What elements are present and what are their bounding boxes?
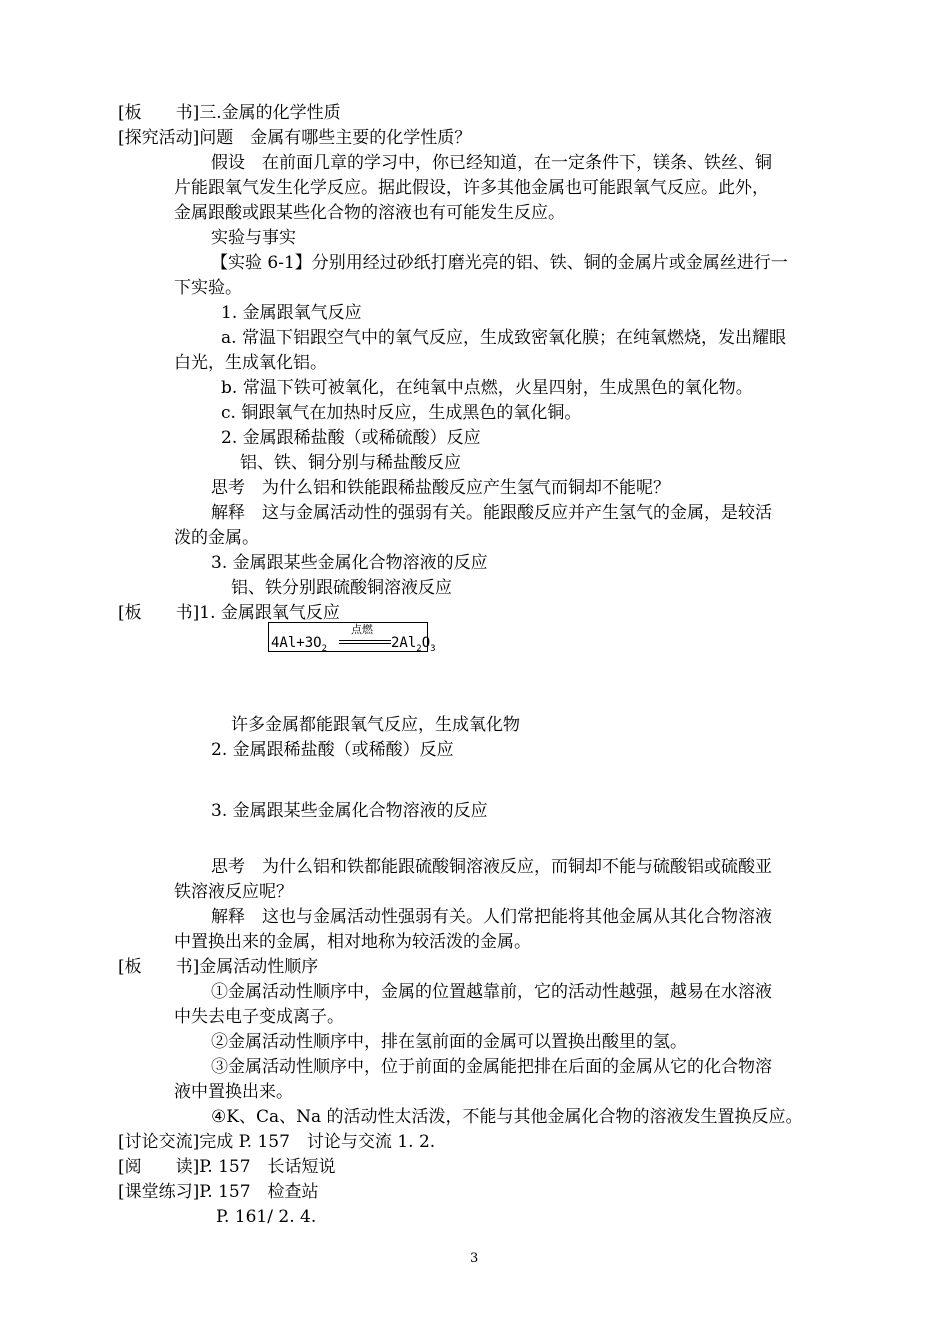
equation-reactants: $4Al+3O_2$ <box>271 635 327 654</box>
experiment-heading: 实验与事实 <box>211 228 296 248</box>
item-solution: 3. 金属跟某些金属化合物溶液的反应 <box>211 553 488 573</box>
board-acid: 2. 金属跟稀盐酸（或稀酸）反应 <box>211 740 454 760</box>
explain-line-2: 泼的金属。 <box>174 528 259 548</box>
item-b: b. 常温下铁可被氧化，在纯氧中点燃，火星四射，生成黑色的氧化物。 <box>221 378 753 398</box>
item-c: c. 铜跟氧气在加热时反应，生成黑色的氧化铜。 <box>221 403 582 423</box>
think-line-1: 思考 为什么铝和铁能跟稀盐酸反应产生氢气而铜却不能呢？ <box>211 478 670 498</box>
explain-line-4: 中置换出来的金属，相对地称为较活泼的金属。 <box>174 932 531 952</box>
equation-bar <box>339 643 391 644</box>
practice: [课堂练习]P. 157 检查站 <box>118 1182 319 1202</box>
explore-question: [探究活动]问题 金属有哪些主要的化学性质？ <box>118 128 472 148</box>
think-line-2: 思考 为什么铝和铁都能跟硫酸铜溶液反应，而铜却不能与硫酸铝或硫酸亚 <box>211 857 772 877</box>
reading: [阅 读]P. 157 长话短说 <box>118 1157 336 1177</box>
item-a-line-1: a. 常温下铝跟空气中的氧气反应，生成致密氧化膜；在纯氧燃烧，发出耀眼 <box>221 328 786 348</box>
item-acid: 2. 金属跟稀盐酸（或稀硫酸）反应 <box>221 428 481 448</box>
explain-line-1: 解释 这与金属活动性的强弱有关。能跟酸反应并产生氢气的金属，是较活 <box>211 503 772 523</box>
equation-products: $2Al_2O_3$ <box>391 635 436 654</box>
item-oxygen: 1. 金属跟氧气反应 <box>221 303 362 323</box>
discussion: [讨论交流]完成 P. 157 讨论与交流 1. 2. <box>118 1132 436 1152</box>
explain-line-3: 解释 这也与金属活动性强弱有关。人们常把能将其他金属从其化合物溶液 <box>211 907 772 927</box>
item-solution-detail: 铝、铁分别跟硫酸铜溶液反应 <box>231 578 452 598</box>
board-heading: [板 书]三.金属的化学性质 <box>118 103 341 123</box>
experiment-line-1: 【实验 6-1】分别用经过砂纸打磨光亮的铝、铁、铜的金属片或金属丝进行一 <box>211 253 788 273</box>
rule-3-line-2: 液中置换出来。 <box>174 1082 293 1102</box>
hypothesis-line-2: 片能跟氧气发生化学反应。据此假设，许多其他金属也可能跟氧气反应。此外， <box>174 178 769 198</box>
item-a-line-2: 白光，生成氧化铝。 <box>174 353 327 373</box>
item-acid-detail: 铝、铁、铜分别与稀盐酸反应 <box>240 453 461 473</box>
rule-1-line-2: 中失去电子变成离子。 <box>174 1007 344 1027</box>
think-line-2b: 铁溶液反应呢？ <box>174 882 293 902</box>
board-solution: 3. 金属跟某些金属化合物溶液的反应 <box>211 801 488 821</box>
hypothesis-line-1: 假设 在前面几章的学习中，你已经知道，在一定条件下，镁条、铁丝、铜 <box>211 153 772 173</box>
experiment-line-2: 下实验。 <box>174 278 242 298</box>
board-oxygen-summary: 许多金属都能跟氧气反应，生成氧化物 <box>231 715 520 735</box>
rule-3-line-1: ③金属活动性顺序中，位于前面的金属能把排在后面的金属从它的化合物溶 <box>211 1057 772 1077</box>
board-activity-series: [板 书]金属活动性顺序 <box>118 957 319 977</box>
equation-bar <box>339 640 391 641</box>
rule-1-line-1: ①金属活动性顺序中，金属的位置越靠前，它的活动性越强，越易在水溶液 <box>211 982 772 1002</box>
board-oxygen: [板 书]1. 金属跟氧气反应 <box>118 603 340 623</box>
page-number: 3 <box>470 1251 479 1266</box>
rule-2: ②金属活动性顺序中，排在氢前面的金属可以置换出酸里的氢。 <box>211 1032 687 1052</box>
practice-pages: P. 161/ 2. 4. <box>216 1207 317 1227</box>
chemical-equation <box>268 622 436 654</box>
hypothesis-line-3: 金属跟酸或跟某些化合物的溶液也有可能发生反应。 <box>174 203 565 223</box>
equation-condition: 点燃 <box>351 623 373 636</box>
rule-4: ④K、Ca、Na 的活动性太活泼，不能与其他金属化合物的溶液发生置换反应。 <box>211 1107 803 1127</box>
